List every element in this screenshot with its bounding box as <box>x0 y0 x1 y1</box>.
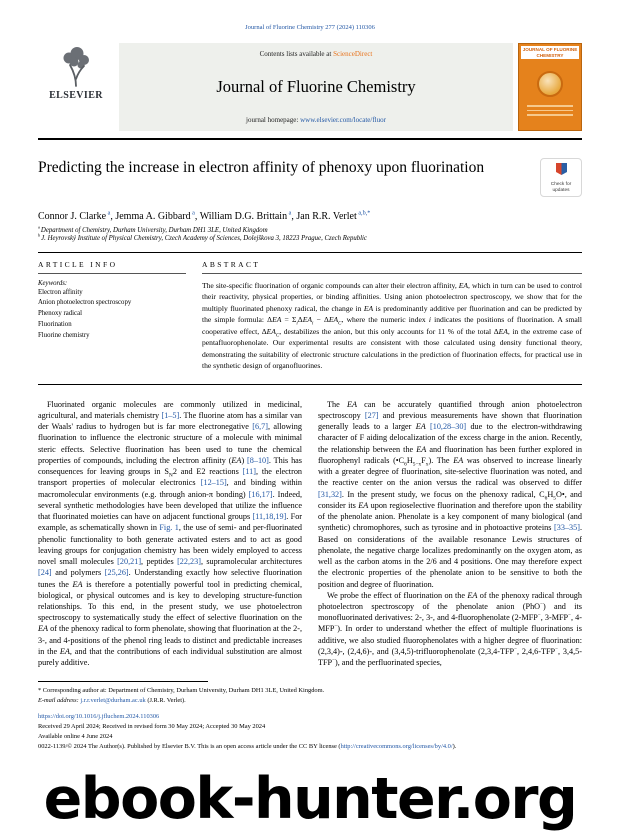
journal-homepage-link[interactable]: www.elsevier.com/locate/fluor <box>300 116 386 124</box>
inline-link[interactable]: [27] <box>364 410 379 420</box>
text-segment: , which in turn can be used to control their reactivity, physical properties, or binding affinities. Using anion photoelectron spectroscopy, we show that for the multiply fluorinated phenoxy radical, the change in <box>202 280 582 313</box>
text-segment: − <box>537 612 541 619</box>
inline-link[interactable]: a <box>190 209 195 217</box>
text-segment: . Indeed, several synthetic methodologies have been developed that utilize the influence that fluorinated moieties can have on adjacent functional groups <box>38 489 302 522</box>
article-body <box>38 399 582 669</box>
elsevier-logo[interactable] <box>38 43 114 131</box>
text-segment: i <box>296 321 298 327</box>
inline-link[interactable]: [25,26] <box>104 568 129 578</box>
text-segment: , allowing fluorination to influence the electronic structure of a molecule with minimal steric effects. Selective fluorination has been used to tune the chemical properties of compounds, including the electron affinity ( <box>38 422 302 465</box>
text-segment: , and binding within macromolecular environments (e.g. through anion-π bonding) <box>38 478 303 499</box>
text-segment: , where the numeric index <box>341 315 429 325</box>
text-segment: a <box>38 224 41 230</box>
inline-link[interactable]: a <box>287 209 292 217</box>
text-segment: due to the electron-withdrawing character of F aiding delocalization of the excess charge in the anion. Recently, the relationship between the <box>318 422 582 454</box>
text-segment: , 3-MFP <box>540 613 569 623</box>
inline-link[interactable]: a,b,* <box>356 209 371 217</box>
journal-banner <box>119 43 513 131</box>
affiliations <box>38 224 582 242</box>
text-segment: , the electron transport properties of molecular electronics <box>38 467 303 488</box>
homepage-line <box>127 116 505 124</box>
text-segment: (J.R.R. Verlet). <box>145 697 186 705</box>
text-segment: E-mail address: <box>38 697 81 705</box>
inline-link[interactable]: [1–5] <box>161 410 180 420</box>
footnote-block <box>38 681 582 752</box>
text-segment: Connor J. Clarke <box>38 210 107 222</box>
text-segment: . For example, as schematically shown in <box>38 512 303 533</box>
text-segment: − <box>568 612 571 619</box>
text-segment: Fluorinated organic molecules are commonly utilized in medicinal, agricultural, and materials chemistry <box>38 399 302 420</box>
text-segment: ), and the perfluorinated species, <box>334 658 442 668</box>
corresponding-author-note <box>38 686 582 696</box>
text-segment: EA <box>458 280 469 290</box>
inline-link[interactable]: [11,18,19] <box>252 512 287 522</box>
text-segment: and previous measurements have shown that fluorination generally leads to a larger <box>318 410 582 432</box>
inline-link[interactable]: http://creativecommons.org/licenses/by/4.0/ <box>340 742 453 750</box>
paragraph <box>318 590 582 669</box>
sciencedirect-link[interactable]: ScienceDirect <box>333 50 373 58</box>
text-segment: ). In order to understand whether the effect of multiple fluorinations is additive, we also studied fluorophenolates with a higher degree of fluorination: (2,3,4)-, (2,4,6)-, and (3,4,5)-trifluorophenolate (2,3,4-TFP <box>318 624 582 656</box>
abstract-text <box>202 280 582 372</box>
inline-link[interactable]: [11] <box>242 467 256 477</box>
text-segment: , destabilizes the anion, but this only accounts for 11 % of the total Δ <box>279 326 499 336</box>
paragraph <box>318 399 582 590</box>
text-segment: EA <box>467 590 478 600</box>
text-segment: = Σ <box>281 315 297 325</box>
text-segment: . Based on considerations of the available resonance Lewis structures of phenolate, the negative charge localizes predominantly on the oxygen atom, as well as the carbon atoms in the 2/6 and 4 positions. One may therefore expect the electronic properties of the phenolate anion to be sensitive to both the position and degree of fluorination. <box>318 523 582 589</box>
inline-link[interactable]: [33–35] <box>554 523 580 533</box>
text-segment: 5−x <box>412 461 422 468</box>
body-column-right <box>318 399 582 669</box>
paragraph <box>38 232 582 242</box>
text-segment: 2 and E2 reactions <box>172 467 243 477</box>
text-segment: We probe the effect of fluorination on the <box>327 590 468 600</box>
text-segment: H <box>406 455 413 465</box>
available-online: Available online 4 June 2024 <box>38 733 113 741</box>
text-segment: . Understanding exactly how selective fluorination tunes the <box>38 568 302 589</box>
text-segment: F <box>421 455 426 465</box>
body-column-left <box>38 399 302 669</box>
text-segment: , in the extreme case of pentafluorophenolate. Our experimental results are consistent with those calculated using density functional theory, demonstrating the suitability of electronic structure calculations in the prediction of fluorination effects, for practical use in the synthetic design of organofluorines. <box>202 326 582 371</box>
text-segment: , 3,4,5-TFP <box>318 646 582 668</box>
text-segment: C <box>338 321 342 327</box>
elsevier-logo-text: ELSEVIER <box>49 90 103 101</box>
journal-reference[interactable]: Journal of Fluorine Chemistry 277 (2024) 110306 <box>245 24 375 31</box>
article-title: Predicting the increase in electron affinity of phenoxy upon fluorination <box>38 159 485 176</box>
inline-link[interactable]: Fig. 1 <box>159 523 179 533</box>
text-segment: , 4-MFP <box>318 613 582 634</box>
cover-decoration <box>527 105 573 116</box>
copyright-line <box>38 742 582 752</box>
keyword: Fluorine chemistry <box>38 332 90 339</box>
text-segment: , 2,4,6-TFP <box>516 646 556 656</box>
check-for-updates-badge[interactable] <box>540 158 582 197</box>
text-segment: EA <box>272 315 282 325</box>
text-segment: EA <box>38 624 49 634</box>
crossmark-icon <box>555 162 568 176</box>
article-info-column <box>38 258 186 372</box>
text-segment: EA <box>266 326 276 336</box>
text-segment: EA <box>59 646 70 656</box>
text-segment: EA <box>231 455 242 465</box>
text-segment: EA <box>416 444 427 454</box>
text-segment: C <box>275 333 280 339</box>
text-segment: EA <box>358 500 369 510</box>
inline-link[interactable]: [6,7] <box>252 422 268 432</box>
inline-link[interactable]: [31,32] <box>318 489 342 499</box>
text-segment: ). The <box>428 455 454 465</box>
inline-link[interactable]: [24] <box>38 568 52 578</box>
email-line <box>38 696 582 706</box>
inline-link[interactable]: a <box>106 209 111 217</box>
text-segment: ) and its monofluorinated derivatives: 2-, 3-, and 4-fluorophenolate (2-MFP <box>318 601 582 623</box>
paragraph <box>202 280 582 372</box>
text-segment: , peptides <box>141 557 178 567</box>
text-segment: EA <box>72 579 83 589</box>
inline-link[interactable]: [20,21] <box>117 557 142 567</box>
text-segment: i <box>428 315 431 325</box>
text-segment: EA <box>453 455 464 465</box>
keyword: Anion photoelectron spectroscopy <box>38 299 132 307</box>
inline-link[interactable]: [12–15] <box>200 478 227 488</box>
text-segment: upon regioselective fluorination and therefore upon the stability of the phenolate anion. Phenolate is a key component of many biological (and synthetic) chromophores, such as tyrosine and in photoactive proteins <box>318 500 582 533</box>
text-segment: EA <box>328 315 339 325</box>
text-segment: EA <box>415 422 426 432</box>
text-segment: indicates the positions of fluorination. A small cooperative effect, Δ <box>202 315 583 336</box>
text-segment: EA <box>302 315 312 325</box>
text-segment: b <box>38 232 42 238</box>
title-row <box>38 158 582 197</box>
abstract-column <box>202 258 582 372</box>
cover-emblem-icon <box>537 71 563 97</box>
watermark-text: ebook-hunter.org <box>43 766 577 832</box>
article-info-abstract-section <box>38 252 582 385</box>
text-segment: 0022-1139/© 2024 The Author(s). Published by Elsevier B.V. This is an open access article under the CC BY license ( <box>38 742 341 750</box>
inline-link[interactable]: [22,23] <box>177 557 201 567</box>
doi-link[interactable]: https://doi.org/10.1016/j.jfluchem.2024.110306 <box>38 713 160 721</box>
text-segment: , and that the contributions of each individual substitution are almost purely additive. <box>38 646 302 668</box>
text-segment: The site-specific fluorination of organic compounds can alter their electron affinity, <box>202 280 459 290</box>
text-segment: , Jemma A. Gibbard <box>110 210 191 222</box>
text-segment: and polymers <box>51 568 105 578</box>
text-segment: i <box>311 321 314 327</box>
text-segment: − <box>540 601 543 608</box>
text-segment: was observed to increase linearly with a greater degree of fluorination, site-selective fluorination was noted, and the reactive center on the anion versus the radical was observed to differ <box>318 455 582 488</box>
keyword: Fluorination <box>38 321 72 329</box>
keyword: Phenoxy radical <box>38 310 82 318</box>
text-segment: Δ <box>297 315 303 325</box>
text-segment: H <box>547 489 554 499</box>
text-segment: x <box>425 461 429 468</box>
text-segment: , the use of semi- and per-fluorinated phenolic functionality to both generate activated esters and to act as good leaving groups for conjugation chemistry has been widely employed to access novel small molecules <box>38 523 302 567</box>
text-segment: . The fluorine atom has a similar van der Waals' radius to hydrogen but is far more electronegative <box>38 410 302 432</box>
text-segment: , supramolecular architectures <box>200 557 302 567</box>
text-segment: − <box>334 623 338 630</box>
doi-block <box>38 712 582 752</box>
header-divider <box>38 138 582 140</box>
text-segment: of the phenoxy radical to form phenolate, showing that fluorination at the 2-, 3-, and 4-positions of the phenol ring leads to distinct and predictable increases in the <box>38 624 302 656</box>
text-segment: Department of Chemistry, Durham University, Durham DH1 3LE, United Kingdom <box>40 226 268 234</box>
inline-link[interactable]: j.r.r.verlet@durham.ac.uk <box>80 697 146 705</box>
text-segment: is therefore a potentially powerful tool in predicting chemical, biological, or physical outcomes and is key to developing structure-function relationships. To this end, in the present study, we use photoelectron spectroscopy to systematically study the effect of selective fluorination on the <box>38 579 302 623</box>
journal-cover-thumbnail[interactable] <box>518 43 582 131</box>
text-segment: ) <box>241 455 248 465</box>
abstract-heading: ABSTRACT <box>202 258 582 274</box>
text-segment: ). <box>452 742 457 750</box>
text-segment: − <box>514 646 517 653</box>
received-dates: Received 29 April 2024; Received in revised form 30 May 2024; Accepted 30 May 2024 <box>38 723 266 731</box>
text-segment: EA <box>498 326 508 336</box>
text-segment: , William D.G. Brittain <box>194 210 288 222</box>
text-segment: 6 <box>544 495 548 502</box>
inline-link[interactable]: [16,17] <box>248 489 273 499</box>
footnote-divider <box>38 681 208 682</box>
paragraph <box>38 224 582 234</box>
text-segment: 6 <box>404 461 407 468</box>
article-info-heading: ARTICLE INFO <box>38 258 186 274</box>
contents-line <box>127 50 505 58</box>
author-list <box>38 211 582 222</box>
elsevier-tree-icon <box>58 46 94 88</box>
text-segment: * Corresponding author at: Department of Chemistry, Durham University, Durham DH1 3LE, United Kingdom. <box>38 687 325 695</box>
inline-link[interactable]: [8–10] <box>247 455 269 465</box>
journal-header <box>38 43 582 131</box>
text-segment: − <box>332 657 335 664</box>
cover-title: JOURNAL OF FLUORINE CHEMISTRY <box>522 47 578 58</box>
contents-line-prefix: Contents lists available at <box>259 50 334 58</box>
check-for-updates-label: Check for updates <box>550 182 572 193</box>
text-segment: and fluorination has been further explored in fluorophenyl radicals (•C <box>318 444 583 465</box>
text-segment: , Jan R.R. Verlet <box>291 210 357 222</box>
text-segment: − Δ <box>313 315 329 325</box>
text-segment: − <box>555 646 558 653</box>
text-segment: N <box>168 472 173 479</box>
text-segment: . In the present study, we focus on the phenoxy radical, C <box>341 489 545 499</box>
text-segment: 5 <box>553 495 556 502</box>
text-segment: J. Heyrovský Institute of Physical Chemistry, Czech Academy of Sciences, Dolejškova 3, 18223 Prague, Czech Republic <box>41 234 367 242</box>
homepage-label: journal homepage: <box>246 116 301 124</box>
text-segment: can be accurately quantified through anion photoelectron spectroscopy <box>318 399 582 420</box>
text-segment: . This has consequences for leaving groups in S <box>38 455 302 477</box>
text-segment: O•, and consider its <box>318 489 582 510</box>
text-segment: The <box>327 399 347 409</box>
inline-link[interactable]: [10,28–30] <box>430 422 467 432</box>
keywords-label: Keywords: <box>38 279 68 287</box>
journal-title: Journal of Fluorine Chemistry <box>216 77 416 96</box>
text-segment: EA <box>346 399 357 409</box>
text-segment: EA <box>363 303 374 313</box>
text-segment: of the phenoxy radical through photoelectron spectroscopy of the phenolate anion (PhO <box>318 590 582 611</box>
keyword: Electron affinity <box>38 288 83 296</box>
text-segment: is predominantly additive per fluorination and can be predicted by the simple formula: Δ <box>202 303 583 325</box>
paragraph <box>38 399 302 669</box>
